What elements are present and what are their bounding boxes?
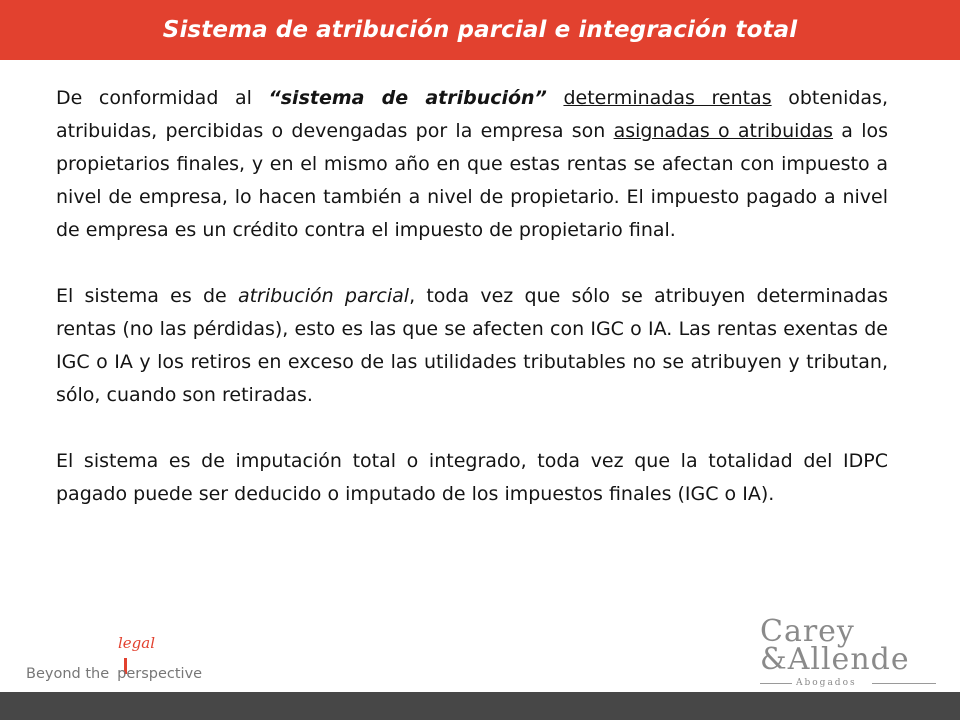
p1-emphasis-sistema: “sistema de atribución”	[268, 87, 547, 109]
logo-rule-right	[872, 683, 936, 684]
p1-underline-asignadas: asignadas o atribuidas	[613, 120, 834, 142]
carey-allende-logo	[760, 614, 940, 694]
paragraph-partial-attribution	[56, 280, 888, 412]
tagline-part-1: Beyond the	[26, 666, 110, 682]
logo-rule-left	[760, 683, 792, 684]
tagline	[26, 666, 202, 682]
logo-line-allende: &Allende	[760, 642, 910, 677]
slide-body	[56, 82, 888, 544]
p1-text-4: a los propietarios finales, y en el mismo año en que estas rentas se afectan con impuesto a nivel de empresa, lo hacen también a nivel de propietario. El impuesto pagado a nivel de empresa es un crédito contra el impuesto de propietario final.	[56, 120, 888, 241]
paragraph-attribution-system	[56, 82, 888, 247]
logo-line-abogados: Abogados	[796, 678, 857, 688]
footer-bar	[0, 692, 960, 720]
p1-text-1: De conformidad al	[56, 87, 269, 109]
p1-text-2	[547, 87, 564, 109]
p2-text-1: El sistema es de	[56, 285, 238, 307]
p1-underline-rentas: determinadas rentas	[563, 87, 772, 109]
p2-italic-parcial: atribución parcial	[237, 285, 410, 307]
logo-line-carey: Carey	[760, 614, 855, 649]
legal-word: legal	[118, 634, 156, 652]
beyond-perspective-logo	[26, 634, 216, 694]
p1-text-3: obtenidas, atribuidas, percibidas o devengadas por la empresa son	[56, 87, 888, 142]
paragraph-total-imputation: El sistema es de imputación total o integrado, toda vez que la totalidad del IDPC pagado puede ser deducido o imputado de los impuestos finales (IGC o IA).	[56, 450, 888, 505]
title-bar	[0, 0, 960, 60]
tagline-part-2: perspective	[117, 666, 203, 682]
slide-title: Sistema de atribución parcial e integración total	[162, 17, 798, 43]
p2-text-2: , toda vez que sólo se atribuyen determinadas rentas (no las pérdidas), esto es las que se afecten con IGC o IA. Las rentas exentas de IGC o IA y los retiros en exceso de las utilidades tributables no se atribuyen y tributan, sólo, cuando son retiradas.	[56, 285, 888, 406]
